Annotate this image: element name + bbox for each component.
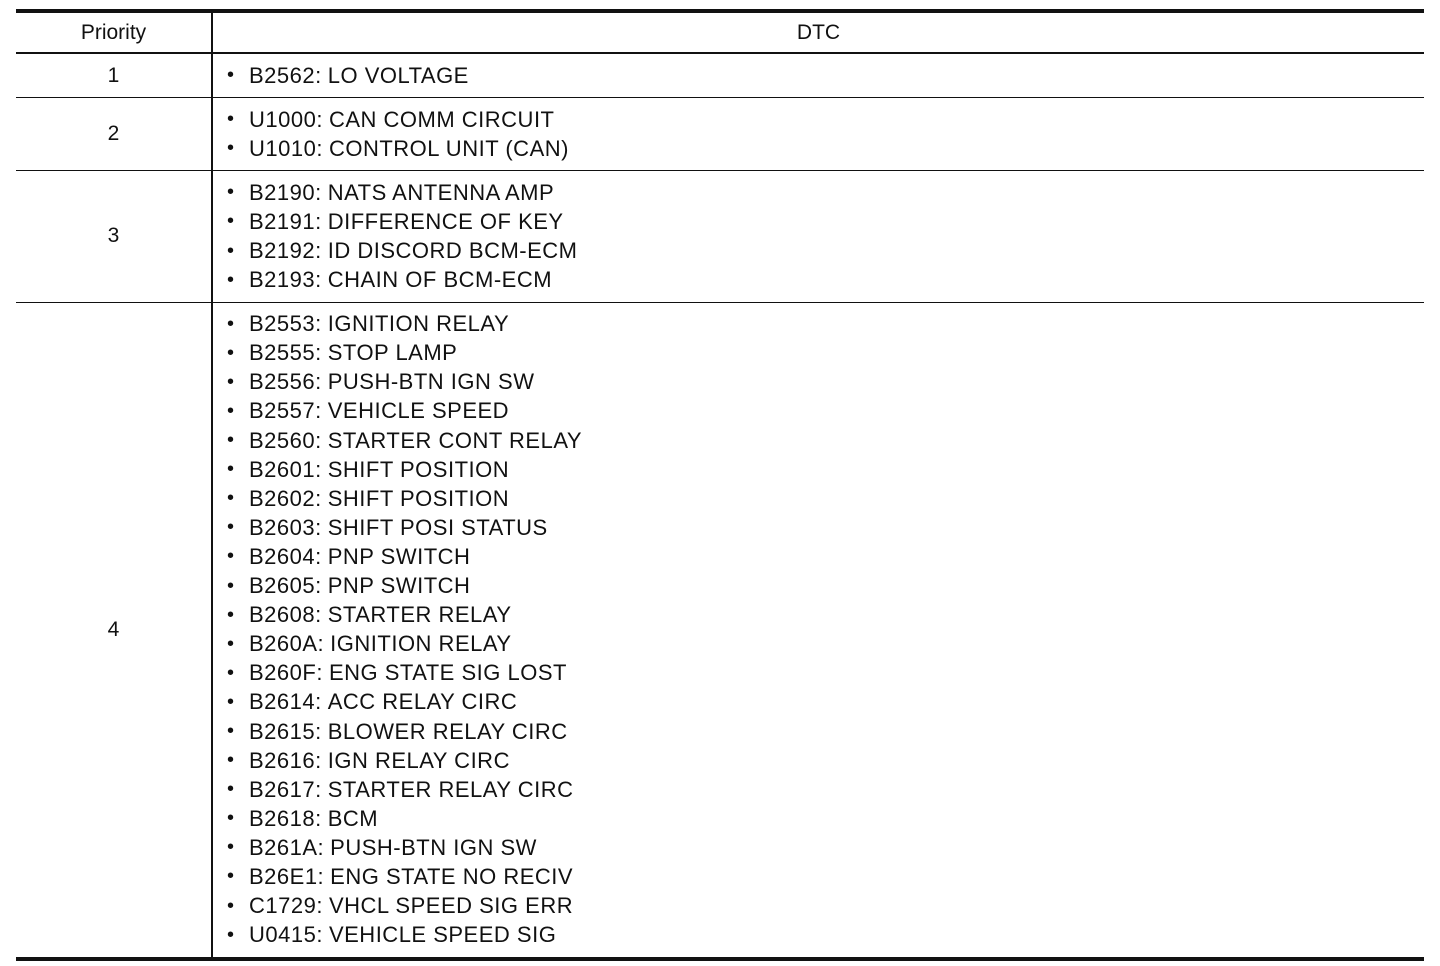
dtc-list-item (227, 659, 1424, 688)
dtc-description: SHIFT POSITION (327, 456, 510, 482)
dtc-description: CONTROL UNIT (CAN) (328, 135, 569, 161)
bullet-icon: • (227, 749, 235, 772)
dtc-list-item (227, 310, 1424, 339)
dtc-description: VEHICLE SPEED SIG (328, 922, 557, 948)
dtc-column-header: DTC (212, 11, 1424, 53)
table-row (16, 302, 1424, 959)
dtc-code: B2602: (249, 485, 322, 511)
dtc-description: BLOWER RELAY CIRC (327, 718, 568, 744)
bullet-icon: • (227, 210, 235, 233)
dtc-description: IGN RELAY CIRC (327, 747, 510, 773)
bullet-icon: • (227, 137, 235, 160)
dtc-code: U1000: (249, 106, 323, 132)
dtc-list-item (227, 892, 1424, 921)
dtc-code: B2604: (249, 543, 322, 569)
dtc-list-item (227, 134, 1424, 163)
bullet-icon: • (227, 399, 235, 422)
dtc-cell (212, 171, 1424, 302)
bullet-icon: • (227, 632, 235, 655)
dtc-description: IGNITION RELAY (327, 311, 510, 337)
dtc-code: B260A: (249, 631, 325, 657)
dtc-code: B2603: (249, 514, 322, 540)
dtc-description: STARTER RELAY (327, 602, 512, 628)
dtc-list-item (227, 513, 1424, 542)
dtc-code: B2615: (249, 718, 322, 744)
dtc-list-item (227, 601, 1424, 630)
dtc-description: LO VOLTAGE (327, 62, 469, 88)
priority-cell: 1 (16, 53, 212, 98)
dtc-list (227, 310, 1424, 950)
dtc-description: ID DISCORD BCM-ECM (327, 238, 578, 264)
dtc-description: NATS ANTENNA AMP (327, 179, 555, 205)
dtc-list-item (227, 105, 1424, 134)
bullet-icon: • (227, 574, 235, 597)
dtc-list-item (227, 775, 1424, 804)
dtc-description: VEHICLE SPEED (327, 398, 510, 424)
dtc-code: B2555: (249, 340, 322, 366)
bullet-icon: • (227, 429, 235, 452)
dtc-list-item (227, 484, 1424, 513)
bullet-icon: • (227, 720, 235, 743)
dtc-code: B2617: (249, 776, 322, 802)
dtc-list-item (227, 542, 1424, 571)
dtc-priority-table (16, 9, 1424, 961)
bullet-icon: • (227, 516, 235, 539)
dtc-list-item (227, 368, 1424, 397)
dtc-list (227, 178, 1424, 294)
bullet-icon: • (227, 239, 235, 262)
priority-cell: 3 (16, 171, 212, 302)
bullet-icon: • (227, 894, 235, 917)
dtc-code: B2190: (249, 179, 322, 205)
bullet-icon: • (227, 603, 235, 626)
dtc-code: B2556: (249, 369, 322, 395)
dtc-list-item (227, 266, 1424, 295)
dtc-description: SHIFT POSI STATUS (327, 514, 548, 540)
dtc-description: PUSH-BTN IGN SW (330, 834, 537, 860)
dtc-list-item (227, 833, 1424, 862)
bullet-icon: • (227, 545, 235, 568)
dtc-list (227, 105, 1424, 163)
bullet-icon: • (227, 865, 235, 888)
dtc-code: B2601: (249, 456, 322, 482)
dtc-code: B2562: (249, 62, 322, 88)
dtc-description: ENG STATE SIG LOST (328, 660, 567, 686)
dtc-list-item (227, 921, 1424, 950)
dtc-description: DIFFERENCE OF KEY (327, 208, 564, 234)
dtc-code: C1729: (249, 893, 323, 919)
dtc-code: B261A: (249, 834, 325, 860)
dtc-description: STARTER RELAY CIRC (327, 776, 574, 802)
bullet-icon: • (227, 312, 235, 335)
dtc-list-item (227, 455, 1424, 484)
dtc-code: B2192: (249, 238, 322, 264)
bullet-icon: • (227, 341, 235, 364)
table-body (16, 53, 1424, 959)
dtc-code: B2191: (249, 208, 322, 234)
dtc-description: STARTER CONT RELAY (327, 427, 583, 453)
bullet-icon: • (227, 807, 235, 830)
dtc-code: B2608: (249, 602, 322, 628)
dtc-code: B26E1: (249, 863, 325, 889)
bullet-icon: • (227, 181, 235, 204)
dtc-code: B2193: (249, 267, 322, 293)
dtc-description: ACC RELAY CIRC (327, 689, 518, 715)
dtc-list-item (227, 178, 1424, 207)
dtc-description: PNP SWITCH (327, 573, 471, 599)
dtc-description: BCM (327, 805, 379, 831)
dtc-description: PUSH-BTN IGN SW (327, 369, 535, 395)
dtc-list-item (227, 688, 1424, 717)
dtc-list-item (227, 426, 1424, 455)
dtc-description: IGNITION RELAY (330, 631, 512, 657)
bullet-icon: • (227, 64, 235, 87)
dtc-description: VHCL SPEED SIG ERR (328, 893, 574, 919)
bullet-icon: • (227, 836, 235, 859)
priority-cell: 2 (16, 98, 212, 171)
dtc-list-item (227, 630, 1424, 659)
dtc-description: CAN COMM CIRCUIT (328, 106, 555, 132)
dtc-description: CHAIN OF BCM-ECM (327, 267, 553, 293)
dtc-list-item (227, 862, 1424, 891)
dtc-description: SHIFT POSITION (327, 485, 510, 511)
dtc-list (227, 61, 1424, 90)
dtc-code: B2618: (249, 805, 322, 831)
bullet-icon: • (227, 661, 235, 684)
dtc-code: B2614: (249, 689, 322, 715)
dtc-cell (212, 302, 1424, 959)
priority-column-header: Priority (16, 11, 212, 53)
dtc-cell (212, 98, 1424, 171)
table-row (16, 98, 1424, 171)
dtc-code: B2605: (249, 573, 322, 599)
dtc-list-item (227, 804, 1424, 833)
dtc-code: B2616: (249, 747, 322, 773)
bullet-icon: • (227, 690, 235, 713)
table-row (16, 171, 1424, 302)
header-row (16, 11, 1424, 53)
dtc-list-item (227, 207, 1424, 236)
bullet-icon: • (227, 458, 235, 481)
dtc-description: STOP LAMP (327, 340, 458, 366)
dtc-code: U1010: (249, 135, 323, 161)
dtc-list-item (227, 339, 1424, 368)
dtc-list-item (227, 61, 1424, 90)
dtc-code: U0415: (249, 922, 323, 948)
bullet-icon: • (227, 923, 235, 946)
dtc-description: PNP SWITCH (327, 543, 471, 569)
table-row (16, 53, 1424, 98)
dtc-cell (212, 53, 1424, 98)
dtc-list-item (227, 397, 1424, 426)
bullet-icon: • (227, 487, 235, 510)
priority-cell: 4 (16, 302, 212, 959)
dtc-code: B2553: (249, 311, 322, 337)
dtc-list-item (227, 236, 1424, 265)
dtc-code: B2557: (249, 398, 322, 424)
dtc-code: B2560: (249, 427, 322, 453)
bullet-icon: • (227, 370, 235, 393)
dtc-description: ENG STATE NO RECIV (330, 863, 574, 889)
bullet-icon: • (227, 778, 235, 801)
bullet-icon: • (227, 268, 235, 291)
dtc-list-item (227, 746, 1424, 775)
dtc-list-item (227, 717, 1424, 746)
dtc-list-item (227, 572, 1424, 601)
bullet-icon: • (227, 108, 235, 131)
dtc-code: B260F: (249, 660, 323, 686)
